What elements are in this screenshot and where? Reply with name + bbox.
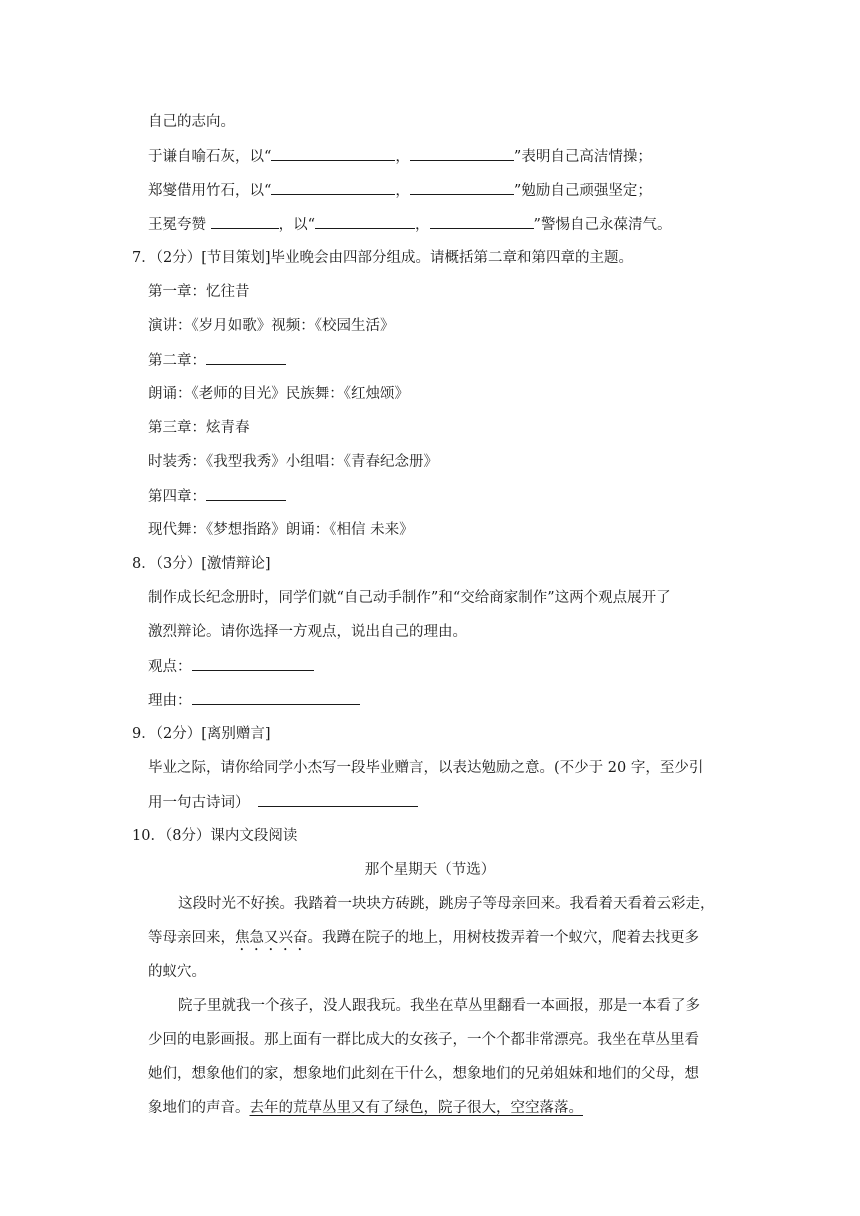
passage-line xyxy=(148,1098,583,1118)
text: ， xyxy=(395,183,410,199)
reason-field xyxy=(148,690,360,711)
passage-line: 少回的电影画报。那上面有一群比成大的女孩子，一个个都非常漂亮。我坐在草丛里看 xyxy=(148,1032,699,1048)
underlined-sentence: 去年的荒草丛里又有了绿色，院子很大，空空落落。 xyxy=(249,1100,583,1116)
passage-line xyxy=(148,928,699,954)
text: 郑燮借用竹石，以“ xyxy=(148,183,272,199)
chapter-1: 第一章：忆往昔 xyxy=(148,284,250,300)
answer-blank[interactable] xyxy=(206,486,286,501)
passage-line: 这段时光不好挨。我踏着一块块方砖跳，跳房子等母亲回来。我看着天看着云彩走， xyxy=(178,896,715,912)
chapter-3-program: 时装秀：《我型我秀》小组唱：《青春纪念册》 xyxy=(148,454,438,470)
intro-line xyxy=(148,112,235,132)
text: 于谦自喻石灰，以“ xyxy=(148,149,272,165)
chapter-2 xyxy=(148,350,286,371)
emphasized-phrase: 焦急又兴奋 xyxy=(235,930,308,946)
text: 王冕夸赞 xyxy=(148,217,211,233)
chapter-3: 第三章：炫青春 xyxy=(148,420,250,436)
text: 第四章： xyxy=(148,489,206,505)
question-8-text: 激烈辩论。请你选择一方观点，说出自己的理由。 xyxy=(148,624,467,640)
text: ”表明自己高洁情操； xyxy=(513,149,652,165)
answer-blank[interactable] xyxy=(410,180,514,195)
chapter-2-program: 朗诵：《老师的目光》民族舞：《红烛颂》 xyxy=(148,386,409,402)
answer-blank[interactable] xyxy=(271,180,395,195)
question-10-heading: 10．（8分）课内文段阅读 xyxy=(132,828,298,844)
answer-blank[interactable] xyxy=(271,146,395,161)
text: ， xyxy=(395,149,410,165)
blank-line-zhengxie xyxy=(148,180,652,201)
text: 等母亲回来， xyxy=(148,930,235,946)
answer-blank[interactable] xyxy=(192,690,360,705)
question-7-heading: 7．（2分）[节目策划]毕业晚会由四部分组成。请概括第二章和第四章的主题。 xyxy=(132,250,634,266)
text: ”勉励自己顽强坚定； xyxy=(513,183,652,199)
passage-line: 的蚁穴。 xyxy=(148,964,206,980)
question-8-heading: 8．（3分）[激情辩论] xyxy=(132,556,271,572)
answer-blank[interactable] xyxy=(315,214,415,229)
text: 第二章： xyxy=(148,353,206,369)
text: 。我蹲在院子的地上，用树枝拨弄着一个蚁穴，爬着去找更多 xyxy=(307,930,699,946)
blank-line-yuqian xyxy=(148,146,652,167)
text: ， xyxy=(415,217,430,233)
viewpoint-field xyxy=(148,656,314,677)
text: 象地们的声音。 xyxy=(148,1100,250,1116)
answer-blank[interactable] xyxy=(211,214,279,229)
passage-line: 院子里就我一个孩子，没人跟我玩。我坐在草丛里翻看一本画报，那是一本看了多 xyxy=(178,998,700,1014)
question-9-text: 毕业之际，请你给同学小杰写一段毕业赠言，以表达勉励之意。(不少于 20 字，至少引 xyxy=(148,760,704,776)
chapter-4-program: 现代舞：《梦想指路》朗诵：《相信 未来》 xyxy=(148,522,414,538)
question-9-text xyxy=(148,792,418,813)
answer-blank[interactable] xyxy=(430,214,534,229)
text: 用一句古诗词） xyxy=(148,795,250,811)
text: 观点： xyxy=(148,659,192,675)
passage-title: 那个星期天（节选） xyxy=(364,862,496,878)
text: ”警惕自己永葆清气。 xyxy=(533,217,672,233)
answer-blank[interactable] xyxy=(206,350,286,365)
question-9-heading: 9．（2分）[离别赠言] xyxy=(132,726,271,742)
question-8-text: 制作成长纪念册时，同学们就“自己动手制作”和“交给商家制作”这两个观点展开了 xyxy=(148,590,671,606)
text: 理由： xyxy=(148,693,192,709)
chapter-1-program: 演讲：《岁月如歌》视频：《校园生活》 xyxy=(148,318,395,334)
answer-blank[interactable] xyxy=(410,146,514,161)
chapter-4 xyxy=(148,486,286,507)
text: ，以“ xyxy=(278,217,316,233)
intro-text: 自己的志向。 xyxy=(148,114,235,130)
passage-line: 她们，想象他们的家，想象地们此刻在干什么，想象地们的兄弟姐妹和地们的父母，想 xyxy=(148,1066,699,1082)
answer-blank[interactable] xyxy=(192,656,314,671)
answer-blank[interactable] xyxy=(258,792,418,807)
blank-line-wangmian xyxy=(148,214,671,235)
